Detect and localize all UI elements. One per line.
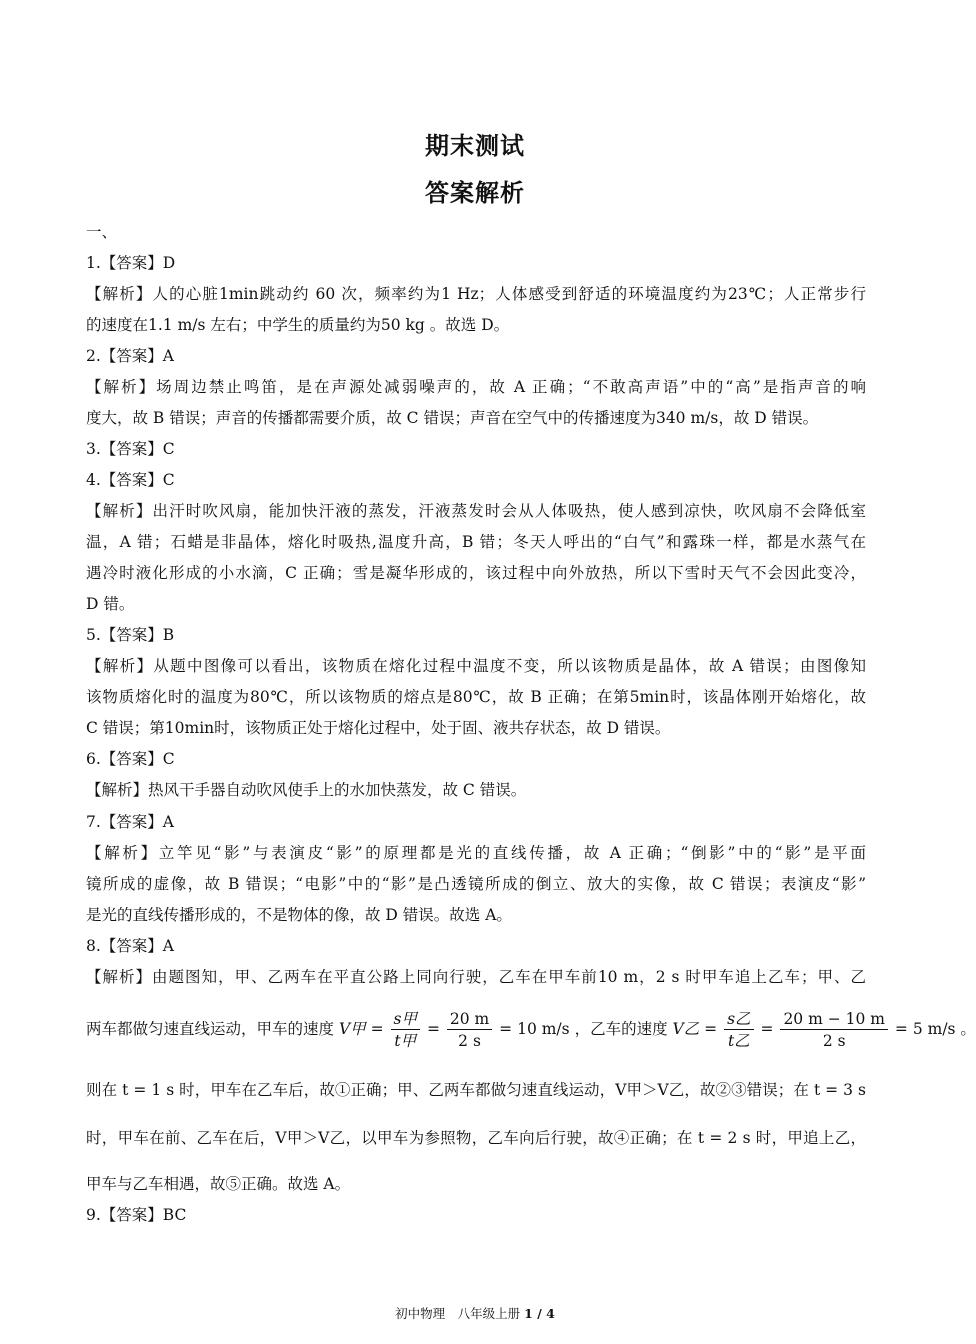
q2-analysis-line: 度大，故 B 错误；声音的传播都需要介质，故 C 错误；声音在空气中的传播速度为340 m/s，故 D 错误。	[86, 409, 819, 427]
q6-analysis-line: 【解析】热风干手器自动吹风使手上的水加快蒸发，故 C 错误。	[86, 781, 527, 799]
fraction-denominator: 2 s	[458, 1031, 481, 1050]
equation-result: = 5 m/s 。	[894, 1020, 976, 1038]
fraction-denominator: t甲	[394, 1031, 417, 1050]
q8-analysis-line: 甲车与乙车相遇，故⑤正确。故选 A。	[86, 1175, 351, 1193]
fraction	[780, 1009, 888, 1052]
equals-sign: =	[370, 1020, 384, 1038]
q8-analysis-line: 时，甲车在前、乙车在后，V甲＞V乙，以甲车为参照物，乙车向后行驶，故④正确；在 t = 2 s 时，甲追上乙，	[86, 1129, 866, 1147]
fraction	[724, 1009, 753, 1052]
q2-answer: 2.【答案】A	[86, 347, 174, 365]
q5-analysis-line: C 错误；第10min时，该物质正处于熔化过程中，处于固、液共存状态，故 D 错误。	[86, 719, 671, 737]
q7-analysis-line: 【解析】立竿见“影”与表演皮“影”的原理都是光的直线传播，故 A 正确；“倒影”中的“影”是平面	[86, 844, 866, 862]
q7-analysis-line: 镜所成的虚像，故 B 错误；“电影”中的“影”是凸透镜所成的倒立、放大的实像，故 C 错误；表演皮“影”	[86, 875, 866, 893]
q7-analysis-line: 是光的直线传播形成的，不是物体的像，故 D 错误。故选 A。	[86, 906, 512, 924]
fraction-numerator: s乙	[724, 1009, 753, 1030]
equation-symbol: V乙	[672, 1020, 700, 1038]
q4-analysis-line: 温，A 错；石蜡是非晶体，熔化时吸热,温度升高，B 错；冬天人呼出的“白气”和露珠一样，都是水蒸气在	[86, 533, 866, 551]
q3-answer: 3.【答案】C	[86, 440, 175, 458]
q1-analysis-line: 的速度在1.1 m/s 左右；中学生的质量约为50 kg 。故选 D。	[86, 316, 510, 334]
page-title: 期末测试	[425, 132, 525, 160]
q1-answer: 1.【答案】D	[86, 254, 176, 272]
fraction	[391, 1009, 420, 1052]
q4-analysis-line: 【解析】出汗时吹风扇，能加快汗液的蒸发，汗液蒸发时会从人体吸热，使人感到凉快，吹风扇不会降低室	[86, 502, 866, 520]
equation-text: 两车都做匀速直线运动，甲车的速度	[86, 1020, 335, 1038]
q4-analysis-line: D 错。	[86, 595, 135, 613]
q8-velocity-equation	[86, 1006, 976, 1052]
q5-answer: 5.【答案】B	[86, 626, 175, 644]
q5-analysis-line: 【解析】从题中图像可以看出，该物质在熔化过程中温度不变，所以该物质是晶体，故 A 错误；由图像知	[86, 657, 866, 675]
fraction-denominator: t乙	[727, 1031, 750, 1050]
q9-answer: 9.【答案】BC	[86, 1206, 187, 1224]
equation-text: ，乙车的速度	[574, 1020, 668, 1038]
page-subtitle: 答案解析	[425, 179, 525, 207]
q1-analysis-line: 【解析】人的心脏1min跳动约 60 次，频率约为1 Hz；人体感受到舒适的环境温度约为23℃；人正常步行	[86, 285, 866, 303]
equals-sign: =	[426, 1020, 440, 1038]
q6-answer: 6.【答案】C	[86, 750, 175, 768]
q5-analysis-line: 该物质熔化时的温度为80℃，所以该物质的熔点是80℃，故 B 正确；在第5min时，该晶体刚开始熔化，故	[86, 688, 866, 706]
equation-symbol: V甲	[338, 1020, 366, 1038]
equation-result: = 10 m/s	[499, 1020, 570, 1038]
section-heading: 一、	[86, 223, 118, 241]
fraction	[447, 1009, 492, 1052]
fraction-numerator: 20 m − 10 m	[780, 1009, 888, 1030]
q8-analysis-line: 【解析】由题图知，甲、乙两车在平直公路上同向行驶，乙车在甲车前10 m，2 s 时甲车追上乙车；甲、乙	[86, 968, 866, 986]
fraction-denominator: 2 s	[822, 1031, 846, 1050]
q4-analysis-line: 遇冷时液化形成的小水滴，C 正确；雪是凝华形成的，该过程中向外放热，所以下雪时天气不会因此变冷，	[86, 564, 866, 582]
q2-analysis-line: 【解析】场周边禁止鸣笛，是在声源处减弱噪声的，故 A 正确；“不敢高声语”中的“高”是指声音的响	[86, 378, 866, 396]
q8-analysis-line: 则在 t = 1 s 时，甲车在乙车后，故①正确；甲、乙两车都做匀速直线运动，V甲＞V乙，故②③错误；在 t = 3 s	[86, 1081, 866, 1099]
q8-answer: 8.【答案】A	[86, 937, 174, 955]
footer-text: 初中物理 八年级上册	[395, 1306, 525, 1321]
equals-sign: =	[760, 1020, 774, 1038]
equals-sign: =	[704, 1020, 718, 1038]
fraction-numerator: 20 m	[447, 1009, 492, 1030]
page-footer	[0, 1304, 950, 1322]
page-number: 1 / 4	[524, 1306, 555, 1321]
q4-answer: 4.【答案】C	[86, 471, 175, 489]
fraction-numerator: s甲	[391, 1009, 420, 1030]
q7-answer: 7.【答案】A	[86, 813, 174, 831]
